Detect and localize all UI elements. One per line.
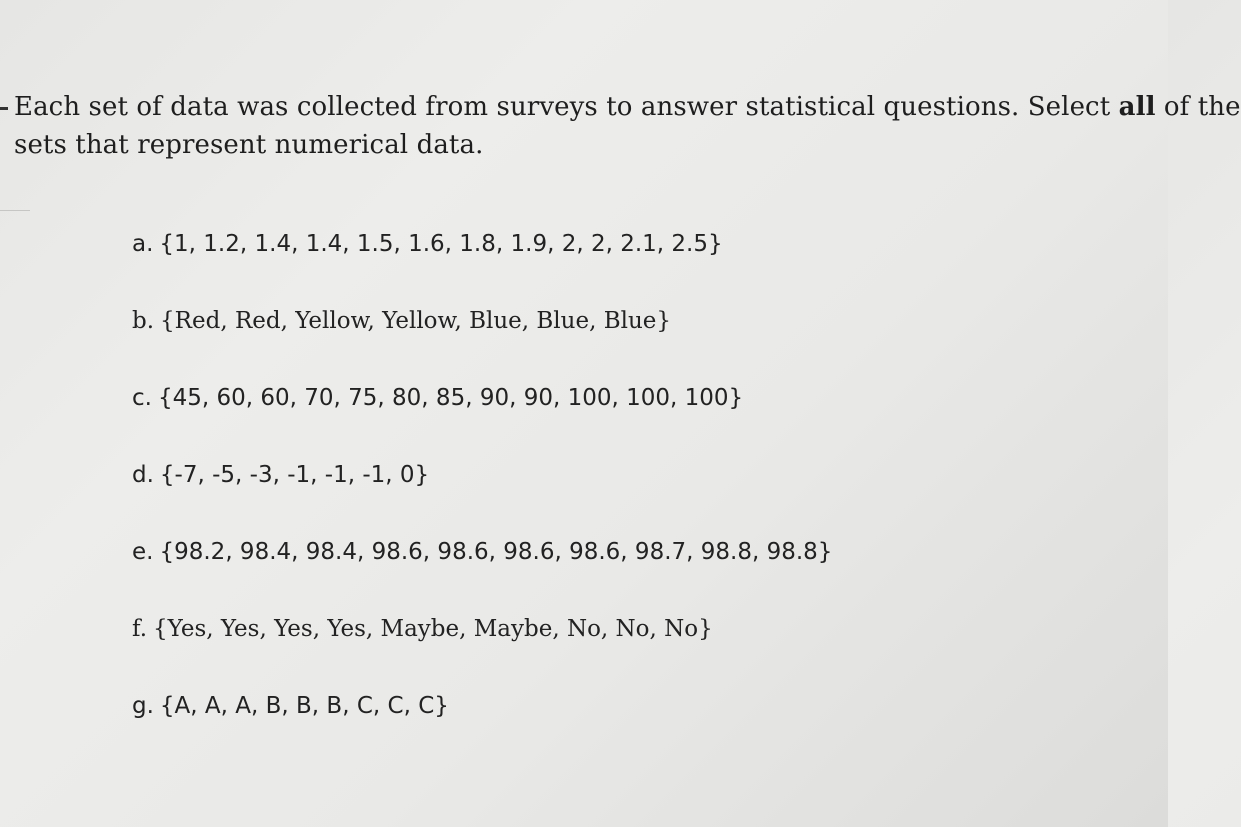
question-number-fragment bbox=[0, 107, 8, 110]
option-letter: f. bbox=[132, 616, 148, 642]
question-text-end: of the bbox=[1155, 92, 1241, 122]
option-letter: c. bbox=[132, 385, 152, 411]
option-a[interactable] bbox=[132, 224, 1132, 264]
option-letter: e. bbox=[132, 539, 154, 565]
option-text: {A, A, A, B, B, B, C, C, C} bbox=[159, 693, 449, 719]
option-letter: b. bbox=[132, 308, 155, 334]
question-text-start: Each set of data was collected from surveys to answer statistical questions. Select bbox=[14, 92, 1119, 122]
answer-options-list bbox=[132, 224, 1132, 763]
question-line-1 bbox=[14, 88, 1241, 126]
option-letter: a. bbox=[132, 231, 154, 257]
option-text: {Red, Red, Yellow, Yellow, Blue, Blue, Blue} bbox=[160, 308, 672, 334]
option-text: {45, 60, 60, 70, 75, 80, 85, 90, 90, 100, 100, 100} bbox=[157, 385, 744, 411]
question-emphasis: all bbox=[1118, 92, 1156, 122]
option-c[interactable] bbox=[132, 378, 1132, 418]
option-f[interactable] bbox=[132, 609, 1132, 649]
option-text: {98.2, 98.4, 98.4, 98.6, 98.6, 98.6, 98.6, 98.7, 98.8, 98.8} bbox=[159, 539, 833, 565]
option-letter: g. bbox=[132, 693, 154, 719]
option-b[interactable] bbox=[132, 301, 1132, 341]
margin-mark bbox=[0, 210, 30, 211]
option-letter: d. bbox=[132, 462, 154, 488]
option-e[interactable] bbox=[132, 532, 1132, 572]
option-text: {1, 1.2, 1.4, 1.4, 1.5, 1.6, 1.8, 1.9, 2, 2, 2.1, 2.5} bbox=[159, 231, 723, 257]
option-d[interactable] bbox=[132, 455, 1132, 495]
option-text: {-7, -5, -3, -1, -1, -1, 0} bbox=[159, 462, 430, 488]
option-g[interactable] bbox=[132, 686, 1132, 726]
question-prompt bbox=[14, 88, 1241, 164]
question-line-2: sets that represent numerical data. bbox=[14, 130, 484, 160]
option-text: {Yes, Yes, Yes, Yes, Maybe, Maybe, No, No, No} bbox=[153, 616, 713, 642]
